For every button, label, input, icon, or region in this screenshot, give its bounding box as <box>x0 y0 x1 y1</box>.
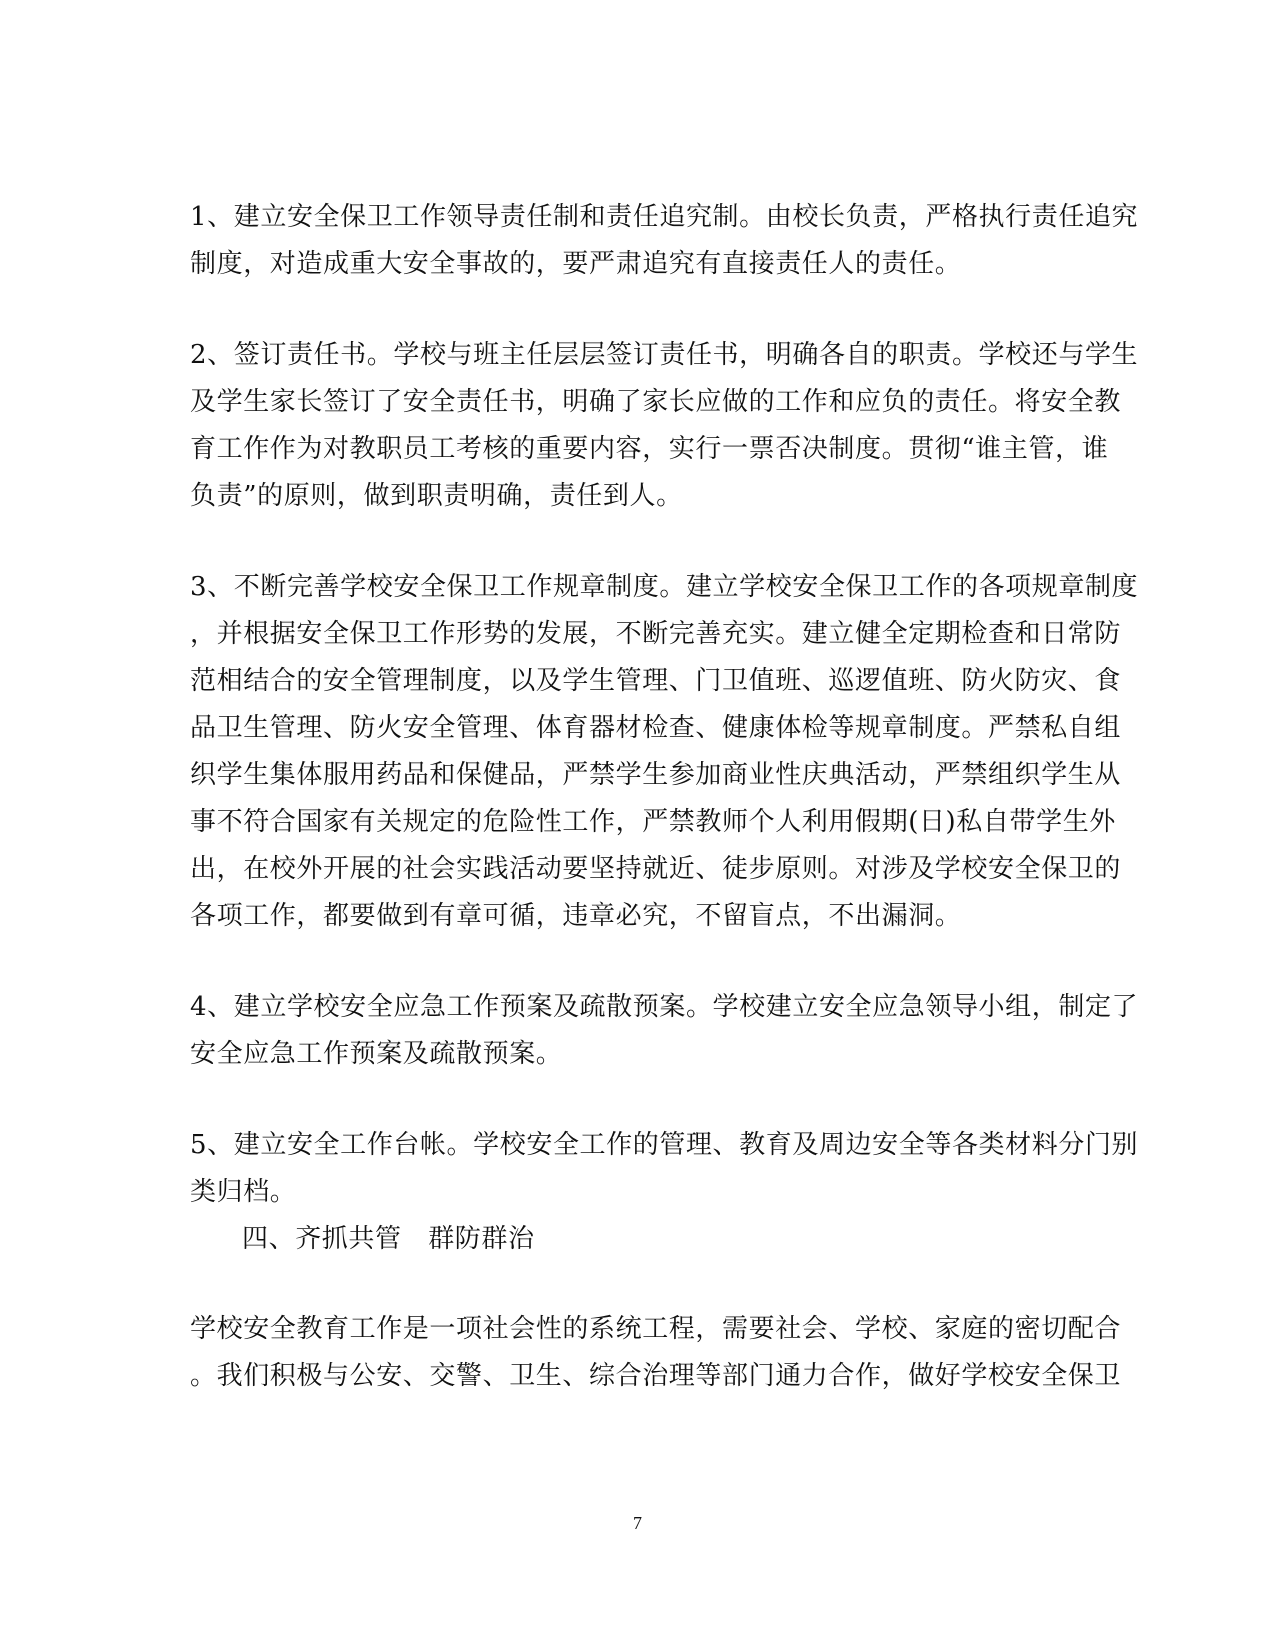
paragraph-4-line-1: 4、建立学校安全应急工作预案及疏散预案。学校建立安全应急领导小组，制定了 <box>190 992 1139 1022</box>
paragraph-2-line-3: 育工作作为对教职员工考核的重要内容，实行一票否决制度。贯彻“谁主管，谁 <box>190 434 1109 464</box>
paragraph-4-line-2: 安全应急工作预案及疏散预案。 <box>190 1039 563 1069</box>
paragraph-3-line-6: 事不符合国家有关规定的危险性工作，严禁教师个人利用假期(日)私自带学生外 <box>190 807 1116 837</box>
closing-paragraph-line-2: 。我们积极与公安、交警、卫生、综合治理等部门通力合作，做好学校安全保卫 <box>190 1361 1122 1391</box>
page-number: 7 <box>633 1513 642 1533</box>
closing-paragraph-line-1: 学校安全教育工作是一项社会性的系统工程，需要社会、学校、家庭的密切配合 <box>190 1314 1122 1344</box>
paragraph-3-line-8: 各项工作，都要做到有章可循，违章必究，不留盲点，不出漏洞。 <box>190 901 962 931</box>
paragraph-1-line-2: 制度，对造成重大安全事故的，要严肃追究有直接责任人的责任。 <box>190 249 962 279</box>
paragraph-2-line-4: 负责”的原则，做到职责明确，责任到人。 <box>190 481 683 511</box>
paragraph-1-line-1: 1、建立安全保卫工作领导责任制和责任追究制。由校长负责，严格执行责任追究 <box>190 202 1139 232</box>
paragraph-3-line-7: 出，在校外开展的社会实践活动要坚持就近、徒步原则。对涉及学校安全保卫的 <box>190 854 1122 884</box>
paragraph-3-line-4: 品卫生管理、防火安全管理、体育器材检查、健康体检等规章制度。严禁私自组 <box>190 713 1122 743</box>
paragraph-3-line-5: 织学生集体服用药品和保健品，严禁学生参加商业性庆典活动，严禁组织学生从 <box>190 760 1122 790</box>
section-heading: 四、齐抓共管 群防群治 <box>242 1224 535 1254</box>
paragraph-3-line-2: ，并根据安全保卫工作形势的发展，不断完善充实。建立健全定期检查和日常防 <box>190 619 1122 649</box>
paragraph-5-line-2: 类归档。 <box>190 1177 297 1207</box>
paragraph-3-line-3: 范相结合的安全管理制度，以及学生管理、门卫值班、巡逻值班、防火防灾、食 <box>190 666 1122 696</box>
paragraph-5-line-1: 5、建立安全工作台帐。学校安全工作的管理、教育及周边安全等各类材料分门别 <box>190 1130 1139 1160</box>
paragraph-2-line-1: 2、签订责任书。学校与班主任层层签订责任书，明确各自的职责。学校还与学生 <box>190 340 1139 370</box>
paragraph-3-line-1: 3、不断完善学校安全保卫工作规章制度。建立学校安全保卫工作的各项规章制度 <box>190 572 1139 602</box>
paragraph-2-line-2: 及学生家长签订了安全责任书，明确了家长应做的工作和应负的责任。将安全教 <box>190 387 1122 417</box>
